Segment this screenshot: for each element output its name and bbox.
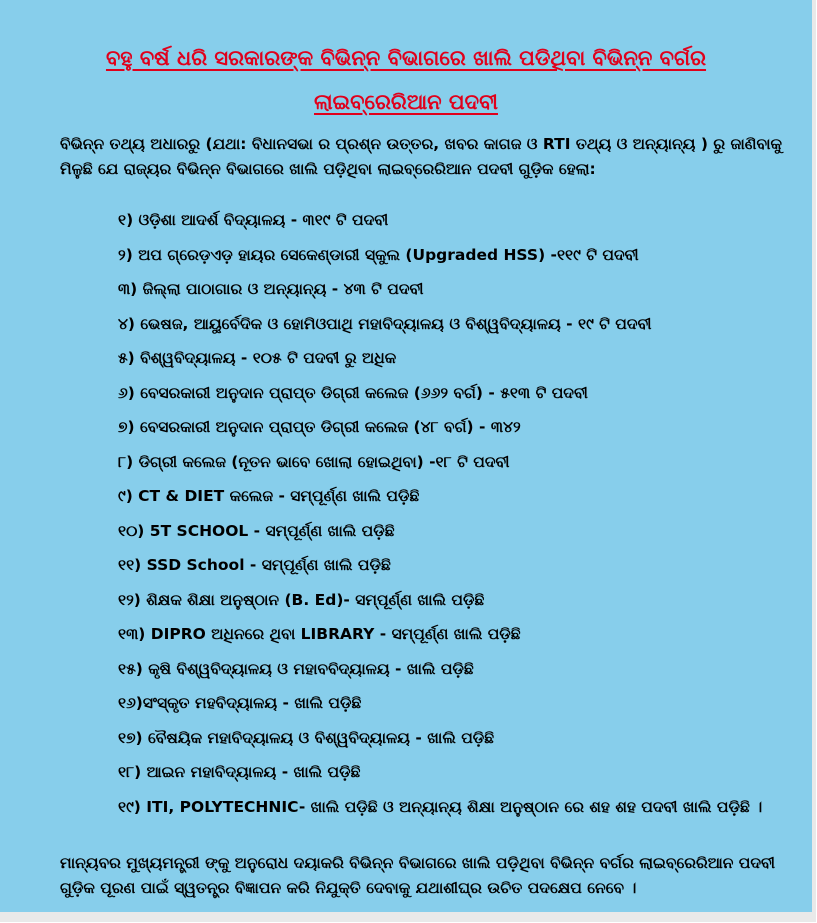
list-item: ୧) ଓଡ଼ିଶା ଆଦର୍ଶ ବିଦ୍ୟାଳୟ - ୩୧୯ ଟି ପଦବୀ — [118, 211, 389, 229]
heading-line-2: ଲାଇବ୍ରେରିଆନ ପଦବୀ — [314, 90, 498, 114]
footer-line-1: ମାନ୍ୟବର ମୁଖ୍ୟମନ୍ତ୍ରୀ ଙ୍କୁ ଅନୁରୋଧ ଦୟାକରି ବିଭିନ୍ନ ବିଭାଗରେ ଖାଲି ପଡ଼ିଥିବା ବିଭିନ୍ନ ବର୍ଗର ଲାଇବ୍ରେରିଆନ ପଦବୀ — [60, 854, 775, 872]
list-item: ୭) ବେସରକାରୀ ଅନୁଦାନ ପ୍ରାପ୍ତ ଡିଗ୍ରୀ କଲେଜ (୪୮ ବର୍ଗ) - ୩୪୨ — [118, 418, 521, 436]
list-item: ୧୩) DIPRO ଅଧିନରେ ଥିବା LIBRARY - ସମ୍ପୂର୍ଣ୍ଣ ଖାଲି ପଡ଼ିଛି — [118, 625, 521, 643]
list-item: ୧୫) କୃଷି ବିଶ୍ୱବିଦ୍ୟାଳୟ ଓ ମହାବବିଦ୍ୟାଳୟ - ଖାଲି ପଡ଼ିଛି — [118, 659, 474, 678]
list-item: ୧୦) 5T SCHOOL - ସମ୍ପୂର୍ଣ୍ଣ ଖାଲି ପଡ଼ିଛି — [118, 521, 395, 540]
list-item: ୧୬)ସଂସ୍କୃତ ମହବିଦ୍ୟାଳୟ - ଖାଲି ପଡ଼ିଛି — [118, 694, 362, 712]
list-item: ୧୧) SSD School - ସମ୍ପୂର୍ଣ୍ଣ ଖାଲି ପଡ଼ିଛି — [118, 556, 391, 574]
heading-line-1: ବହୁ ବର୍ଷ ଧରି ସରକାରଙ୍କ ବିଭିନ୍ନ ବିଭାଗରେ ଖାଲି ପଡିଥିବା ବିଭିନ୍ନ ବର୍ଗର — [105, 46, 707, 70]
list-item: ୧୭) ବୈଷୟିକ ମହାବିଦ୍ୟାଳୟ ଓ ବିଶ୍ୱବିଦ୍ୟାଳୟ - ଖାଲି ପଡ଼ିଛି — [118, 728, 495, 747]
list-item: ୮) ଡିଗ୍ରୀ କଲେଜ (ନୂତନ ଭାବେ ଖୋଲା ହୋଇଥିବା) -୧୮ ଟି ପଦବୀ — [118, 452, 510, 471]
list-item: ୫) ବିଶ୍ୱବିଦ୍ୟାଳୟ - ୧୦୫ ଟି ପଦବୀ ରୁ ଅଧିକ — [118, 349, 397, 367]
list-item: ୪) ଭେଷଜ, ଆୟୁର୍ବେଦିକ ଓ ହୋମିଓପାଥି ମହାବିଦ୍ୟାଳୟ ଓ ବିଶ୍ୱବିଦ୍ୟାଳୟ - ୧୯ ଟି ପଦବୀ — [118, 314, 652, 333]
list-item: ୧୨) ଶିକ୍ଷକ ଶିକ୍ଷା ଅନୁଷ୍ଠାନ (B. Ed)- ସମ୍ପୂର୍ଣ୍ଣ ଖାଲି ପଡ଼ିଛି — [118, 590, 485, 609]
intro-line-2: ମିଳୁଛି ଯେ ରାଜ୍ୟର ବିଭିନ୍ନ ବିଭାଗରେ ଖାଲି ପଡ଼ିଥିବା ଲାଇବ୍ରେରିଆନ ପଦବୀ ଗୁଡ଼ିକ ହେଲା: — [60, 160, 596, 178]
list-item: ୧୮) ଆଇନ ମହାବିଦ୍ୟାଳୟ - ଖାଲି ପଡ଼ିଛି — [118, 763, 361, 781]
list-item: ୬) ବେସରକାରୀ ଅନୁଦାନ ପ୍ରାପ୍ତ ଡିଗ୍ରୀ କଲେଜ (୬୬୨ ବର୍ଗ) - ୫୧୩ ଟି ପଦବୀ — [118, 383, 588, 402]
list-item: ୨) ଅପ ଗ୍ରେଡ଼ଏଡ଼ ହାୟର ସେକେଣ୍ଡାରୀ ସ୍କୁଲ (Upgraded HSS) -୧୧୯ ଟି ପଦବୀ — [118, 245, 639, 264]
list-item: ୯) CT & DIET କଲେଜ - ସମ୍ପୂର୍ଣ୍ଣ ଖାଲି ପଡ଼ିଛି — [118, 487, 420, 505]
list-item: ୩) ଜିଲ୍ଲା ପାଠାଗାର ଓ ଅନ୍ୟାନ୍ୟ - ୪୩ ଟି ପଦବୀ — [118, 280, 424, 298]
list-item: ୧୯) ITI, POLYTECHNIC- ଖାଲି ପଡ଼ିଛି ଓ ଅନ୍ୟାନ୍ୟ ଶିକ୍ଷା ଅନୁଷ୍ଠାନ ରେ ଶହ ଶହ ପଦବୀ ଖାଲି ପଡ଼ିଛି । — [118, 797, 763, 816]
footer-line-2: ଗୁଡ଼ିକ ପୂରଣ ପାଇଁ ସ୍ୱତନ୍ତ୍ର ବିଜ୍ଞାପନ କରି ନିଯୁକ୍ତି ଦେବାକୁ ଯଥାଶୀଘ୍ର ଉଚିତ ପଦକ୍ଷେପ ନେବେ । — [60, 879, 637, 897]
vacancy-list — [118, 208, 762, 829]
intro-line-1: ବିଭିନ୍ନ ତଥ୍ୟ ଅଧାରରୁ (ଯଥା: ବିଧାନସଭା ର ପ୍ରଶ୍ନ ଉତ୍ତର, ଖବର କାଗଜ ଓ RTI ତଥ୍ୟ ଓ ଅନ୍ୟାନ୍ୟ ) ରୁ ଜାଣିବାକୁ — [60, 135, 783, 153]
